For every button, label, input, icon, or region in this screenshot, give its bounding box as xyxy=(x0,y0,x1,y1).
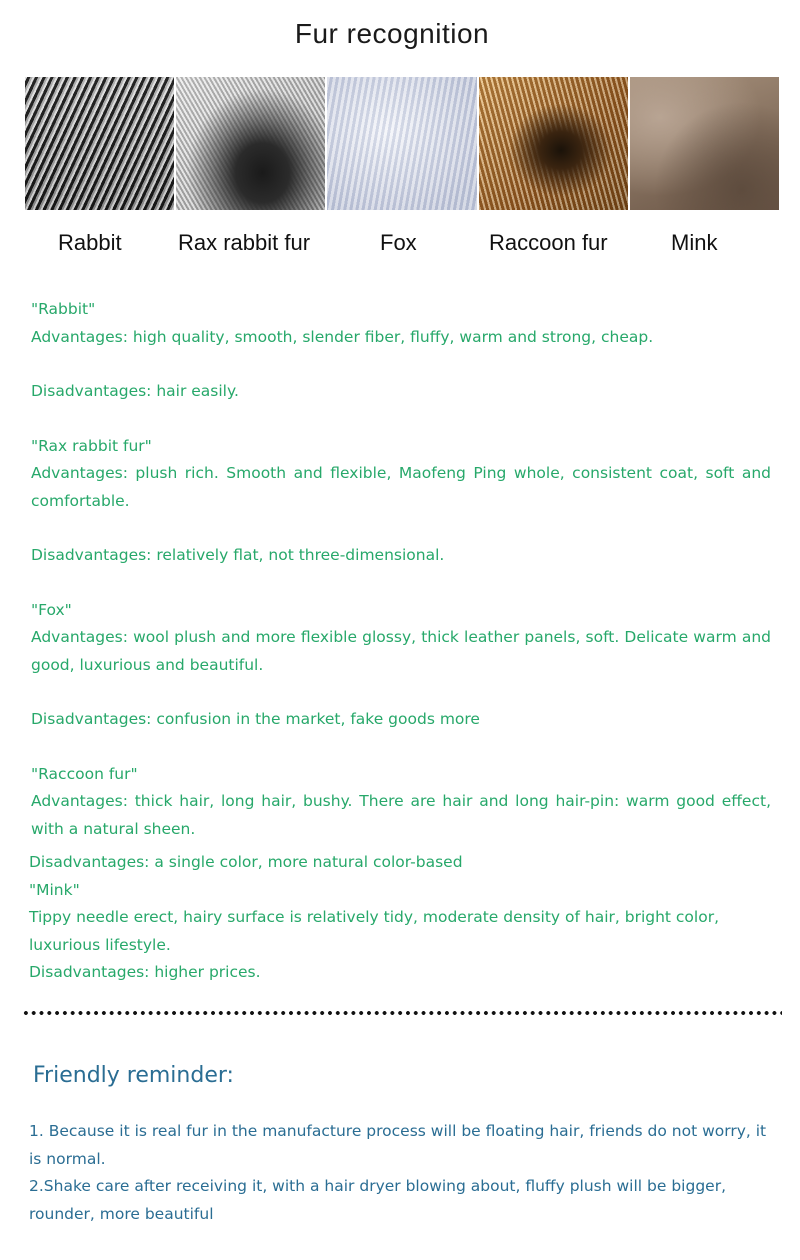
fox-fur-photo xyxy=(327,77,476,210)
fur-descriptions xyxy=(31,296,771,987)
disadvantages-text: Disadvantages: hair easily. xyxy=(31,382,239,400)
section-heading: "Raccoon fur" xyxy=(31,764,138,783)
label-mink: Mink xyxy=(671,230,718,255)
disadvantages-text: Disadvantages: confusion in the market, fake goods more xyxy=(31,710,480,728)
label-raccoon-fur: Raccoon fur xyxy=(489,230,608,255)
raccoon-fur-photo xyxy=(479,77,628,210)
dotted-divider xyxy=(22,1010,782,1016)
section-raccoon-fur xyxy=(31,761,771,877)
section-heading: "Rax rabbit fur" xyxy=(31,436,152,455)
reminder-item: 1. Because it is real fur in the manufacture process will be floating hair, friends do not worry, it is normal. xyxy=(29,1122,767,1168)
section-rabbit xyxy=(31,296,771,406)
section-heading: "Mink" xyxy=(29,880,80,899)
label-fox: Fox xyxy=(380,230,417,255)
rabbit-fur-photo xyxy=(25,77,174,210)
advantages-text: Tippy needle erect, hairy surface is relatively tidy, moderate density of hair, bright color, luxurious lifestyle. xyxy=(29,908,720,954)
disadvantages-text: Disadvantages: higher prices. xyxy=(29,963,261,981)
label-rabbit: Rabbit xyxy=(58,230,122,255)
mink-fur-photo xyxy=(630,77,779,210)
fur-label-row xyxy=(0,230,800,262)
advantages-text: Advantages: thick hair, long hair, bushy. There are hair and long hair-pin: warm good effect, with a natural sheen. xyxy=(31,792,771,838)
rax-rabbit-fur-photo xyxy=(176,77,325,210)
section-fox xyxy=(31,597,771,734)
advantages-text: Advantages: wool plush and more flexible glossy, thick leather panels, soft. Delicate warm and good, luxurious and beautiful. xyxy=(31,628,771,674)
fur-photo-strip xyxy=(25,77,779,210)
advantages-text: Advantages: high quality, smooth, slender fiber, fluffy, warm and strong, cheap. xyxy=(31,327,654,346)
reminder-item: 2.Shake care after receiving it, with a hair dryer blowing about, fluffy plush will be bigger, rounder, more beautiful xyxy=(29,1177,726,1223)
page-title: Fur recognition xyxy=(294,18,490,49)
reminder-list xyxy=(29,1118,774,1228)
disadvantages-text: Disadvantages: relatively flat, not three-dimensional. xyxy=(31,546,445,564)
advantages-text: Advantages: plush rich. Smooth and flexible, Maofeng Ping whole, consistent coat, soft and comfortable. xyxy=(31,464,771,510)
section-heading: "Rabbit" xyxy=(31,300,96,318)
disadvantages-text: Disadvantages: a single color, more natural color-based xyxy=(29,853,463,871)
section-rax-rabbit-fur xyxy=(31,433,771,570)
section-mink xyxy=(29,877,771,987)
section-heading: "Fox" xyxy=(31,600,72,619)
reminder-title: Friendly reminder: xyxy=(33,1063,234,1088)
label-rax-rabbit-fur: Rax rabbit fur xyxy=(178,230,311,255)
